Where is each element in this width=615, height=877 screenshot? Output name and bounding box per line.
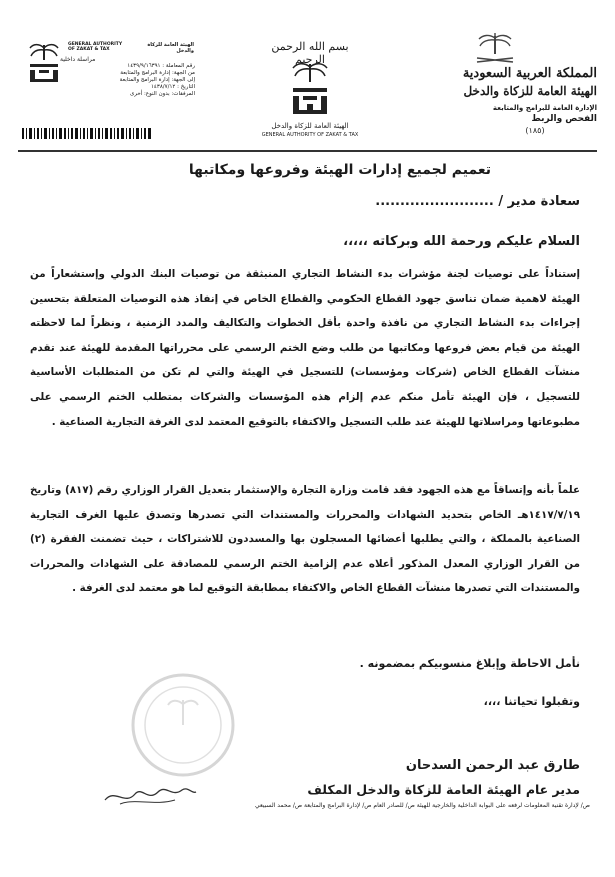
header-kingdom-name: المملكة العربية السعودية — [462, 66, 597, 81]
official-seal-icon — [128, 670, 238, 780]
signer-title: مدير عام الهيئة العامة للزكاة والدخل المكلف — [307, 782, 580, 797]
stamp-subtitle: مراسلة داخلية — [60, 56, 96, 63]
closing-regards: وتقبلوا تحياتنا ،،،، — [483, 695, 580, 708]
header-authority-name: الهيئة العامة للزكاة والدخل — [463, 84, 597, 98]
stamp-title-en: GENERAL AUTHORITY OF ZAKAT & TAX — [68, 42, 123, 52]
closing-request: نأمل الاحاطة وإبلاغ منسوبيكم بمضمونه . — [359, 657, 580, 670]
header-subdepartment: الفحص والربط — [531, 114, 597, 124]
palm-emblem-icon — [455, 32, 535, 66]
authority-logo-icon — [285, 60, 335, 120]
greeting: السلام عليكم ورحمة الله وبركاته ،،،،، — [343, 234, 580, 249]
stamp-line: التاريخ : ١٤٣٨/٧/١٢ — [150, 84, 195, 90]
center-authority-name-ar: الهيئة العامة للزكاة والدخل — [271, 122, 349, 130]
header-number: (١٨٥) — [525, 126, 545, 135]
barcode-icon — [22, 128, 152, 139]
document-title: تعميم لجميع إدارات الهيئة وفروعها ومكاتبها — [188, 162, 492, 178]
center-authority-name-en: GENERAL AUTHORITY OF ZAKAT & TAX — [261, 132, 359, 138]
header-divider — [18, 150, 597, 152]
stamp-details — [60, 56, 195, 98]
signer-name: طارق عبد الرحمن السدحان — [405, 758, 580, 773]
footer-distribution: ص/ لإدارة تقنية المعلومات لرفعه على البوابة الداخلية والخارجية للهيئة ص/ للصادر العام ص/ لإدارة البرامج والمتابعة ص/ محمد السبيعي — [254, 802, 590, 809]
recipient-line: سعادة مدير / ........................ — [375, 194, 580, 209]
body-paragraph-1: إستناداً على توصيات لجنة مؤشرات بدء النشاط التجاري المنبثقة من توصيات البنك الدولي وإستشعاراً من الهيئة لاهمية ضمان تناسق جهود القطاع الحكومي والقطاع الخاص في إنفاذ هذه التوصيات المتعلقة بتحسين إجراءات بدء النشاط التجاري من نافذة واحدة بأقل الخطوات والتكاليف والمدد الزمنية ، ونظراً لما لاحظته الهيئة من قيام بعض فروعها ومكاتبها من طلب وضع الختم الرسمي على محرراتها المقدمة للهيئة عند تقدم منشآت القطاع الخاص (شركات ومؤسسات) للتسجيل في الهيئة والتي لم تكن من المتطلبات الأساسية للتسجيل ، فإن الهيئة تأمل منكم عدم إلزام هذه المؤسسات والشركات بمتطلب الختم الرسمي على مطبوعاتها ومراسلاتها للهيئة عند طلب التسجيل والاكتفاء بالتوقيع المعتمد لدى الغرفة التجارية الصناعية . — [30, 268, 580, 428]
stamp-line: المرفقات: بدون النوع: أخرى — [129, 91, 195, 97]
header-department: الإدارة العامة للبرامج والمتابعة — [492, 104, 597, 112]
basmala: بسم الله الرحمن الرحيم — [271, 40, 349, 66]
stamp-line: من الجهة: إدارة البرامج والمتابعة — [120, 70, 195, 76]
stamp-line: إلى الجهة: إدارة البرامج والمتابعة — [119, 77, 195, 83]
stamp-line: رقم المعاملة : ١٤٣٩/٩/١٦٣٩١ — [127, 63, 195, 69]
body-paragraph-2: علماً بأنه وإتساقاً مع هذه الجهود فقد قامت وزارة التجارة والإستثمار بتعديل القرار الوزاري رقم (٨١٧) وتاريخ ١٤١٧/٧/١٩هـ الخاص بتحديد الشهادات والمحررات والمستندات التي تصدرها وتصدق عليها الغرف التجارية الصناعية بالمملكة ، والتي يطلبها أعضائها المسجلون بها والمسددون للاشتراكات ، حيث تضمنت الفقرة (٢) من القرار الوزاري المعدل المذكور أعلاه عدم إلزامية الختم الرسمي للمصادقة على الشهادات والمحررات والمستندات التي تصدرها منشآت القطاع الخاص والاكتفاء بمطابقة التوقيع لما هو معتمد لدى الغرفة . — [30, 484, 580, 595]
stamp-title-ar: الهيئة العامة للزكاة والدخل — [147, 42, 194, 54]
